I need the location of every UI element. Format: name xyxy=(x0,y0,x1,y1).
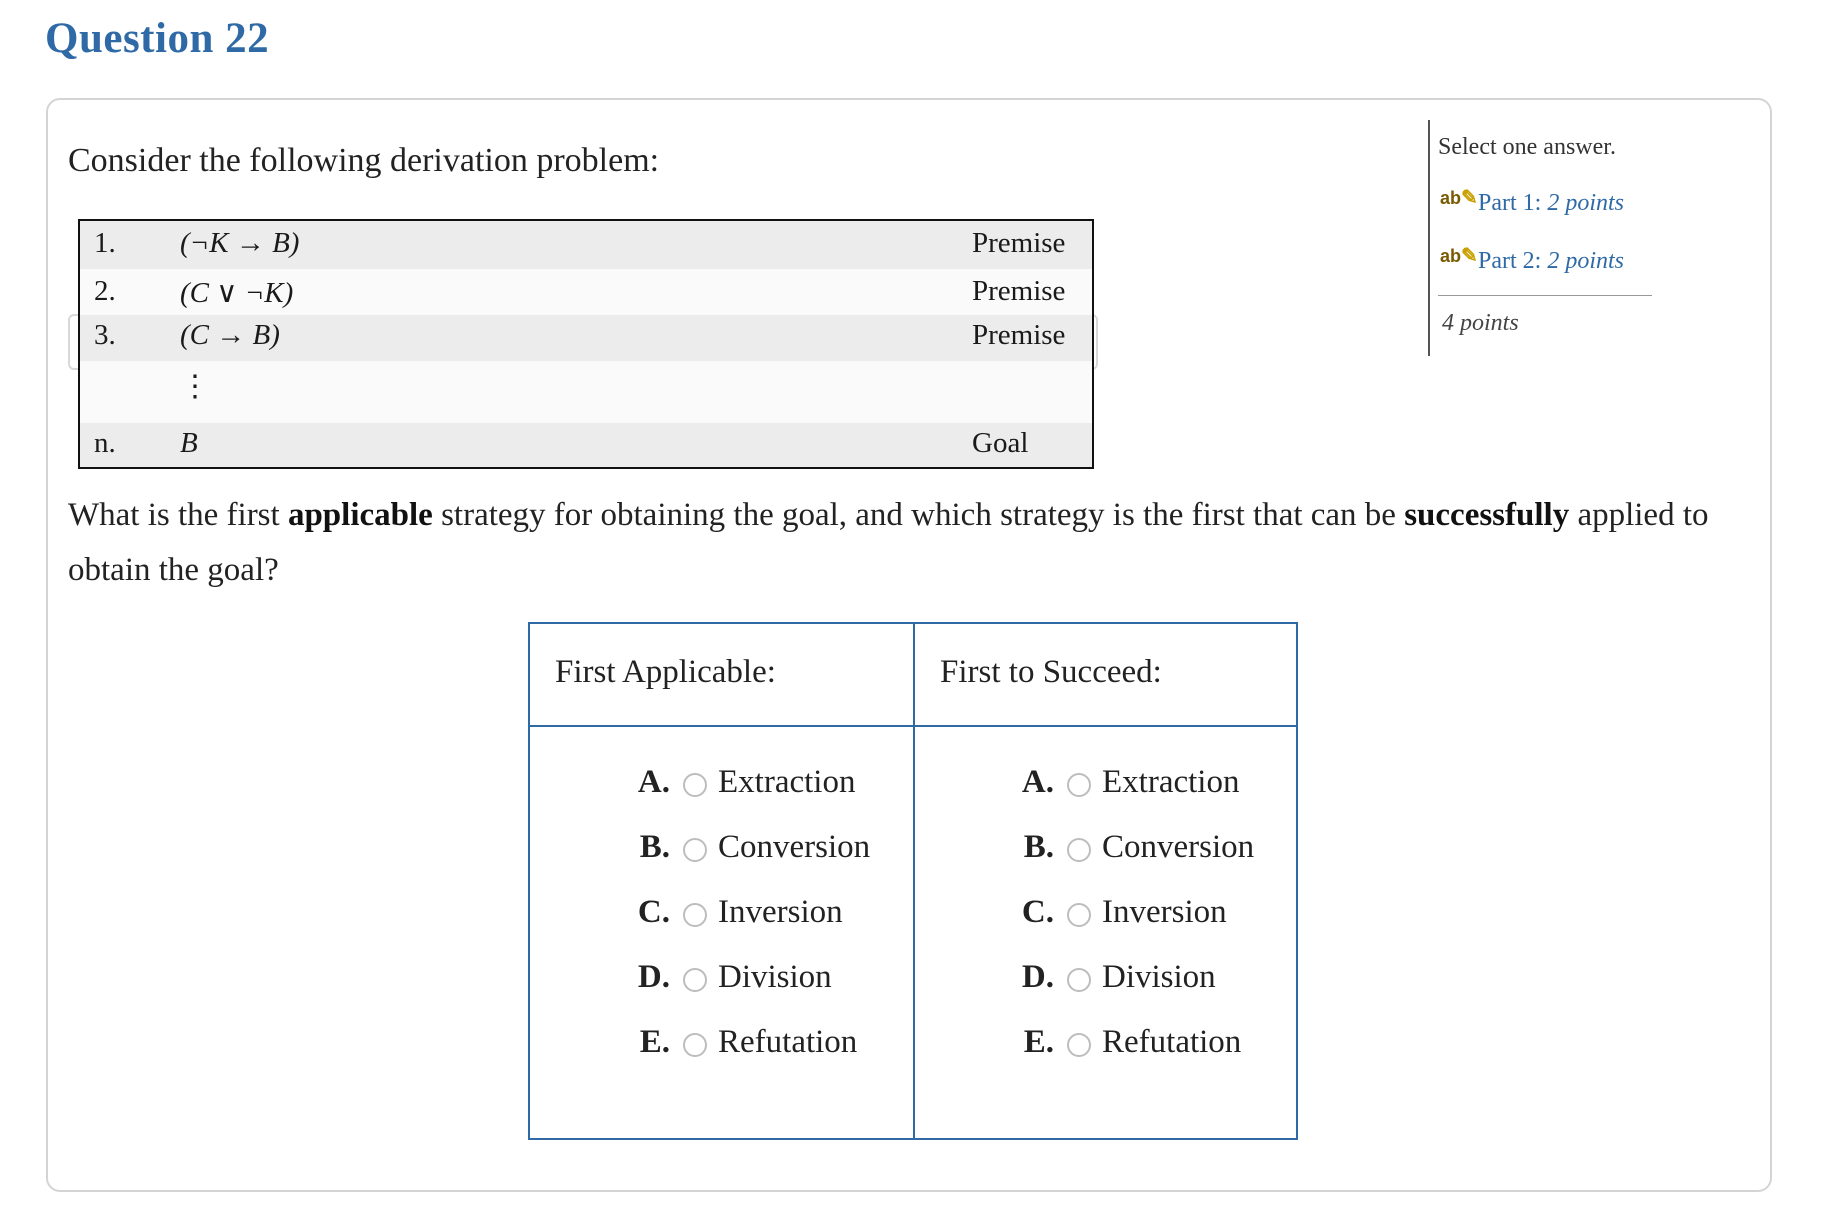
radio-button[interactable] xyxy=(683,903,707,927)
part-points: 2 points xyxy=(1547,190,1625,216)
divider xyxy=(1438,295,1652,296)
question-title: Question 22 xyxy=(45,15,270,62)
question-text-part: strategy for obtaining the goal, and which strategy is the first that can be xyxy=(432,497,1405,533)
derivation-row xyxy=(80,221,1092,269)
ab-pencil-icon: ab✎ xyxy=(1440,245,1478,267)
part-name[interactable]: Part 1: xyxy=(1478,190,1542,216)
option-label[interactable]: Inversion xyxy=(1102,894,1227,930)
justification: Premise xyxy=(972,275,1066,307)
formula: B xyxy=(180,427,198,459)
radio-button[interactable] xyxy=(1067,838,1091,862)
ab-pencil-icon: ab✎ xyxy=(1440,187,1478,209)
vertical-ellipsis: ⋮ xyxy=(180,370,210,403)
question-emphasis: successfully xyxy=(1404,497,1570,533)
line-number: 1. xyxy=(94,227,116,259)
justification: Goal xyxy=(972,427,1029,459)
option-letter: E. xyxy=(639,1024,670,1060)
option-letter: A. xyxy=(637,764,670,800)
part-2-link[interactable] xyxy=(1440,245,1625,275)
radio-button[interactable] xyxy=(683,773,707,797)
question-text xyxy=(68,488,1748,598)
formula: (C ∨ ¬K) xyxy=(180,277,294,309)
option-letter: C. xyxy=(637,894,670,930)
justification: Premise xyxy=(972,227,1066,259)
option-letter: E. xyxy=(1023,1024,1054,1060)
instruction-text: Select one answer. xyxy=(1438,134,1616,160)
option-label[interactable]: Refutation xyxy=(1102,1024,1242,1060)
derivation-row-goal xyxy=(80,423,1092,467)
derivation-table xyxy=(78,219,1094,469)
option-letter: B. xyxy=(1023,829,1054,865)
question-text-part: applied to obtain the goal? xyxy=(68,497,1709,588)
option-label[interactable]: Extraction xyxy=(1102,764,1240,800)
option-label[interactable]: Inversion xyxy=(718,894,843,930)
radio-button[interactable] xyxy=(1067,968,1091,992)
part-1-link[interactable] xyxy=(1440,187,1625,217)
intro-text: Consider the following derivation problem: xyxy=(68,142,660,179)
radio-button[interactable] xyxy=(1067,773,1091,797)
radio-button[interactable] xyxy=(1067,903,1091,927)
option-label[interactable]: Conversion xyxy=(1102,829,1255,865)
radio-button[interactable] xyxy=(683,1033,707,1057)
line-number: 2. xyxy=(94,275,116,307)
column-header-first-to-succeed: First to Succeed: xyxy=(940,654,1162,690)
total-points: 4 points xyxy=(1442,310,1519,336)
derivation-row-ellipsis xyxy=(80,361,1092,423)
formula: (¬K → B) xyxy=(180,227,300,259)
option-label[interactable]: Division xyxy=(718,959,832,995)
radio-button[interactable] xyxy=(683,968,707,992)
option-letter: C. xyxy=(1021,894,1054,930)
column-divider xyxy=(913,624,915,1138)
radio-button[interactable] xyxy=(683,838,707,862)
line-number: n. xyxy=(94,427,116,459)
option-letter: B. xyxy=(639,829,670,865)
option-label[interactable]: Conversion xyxy=(718,829,871,865)
derivation-row xyxy=(80,315,1092,361)
derivation-row xyxy=(80,269,1092,315)
option-letter: A. xyxy=(1021,764,1054,800)
line-number: 3. xyxy=(94,319,116,351)
answer-table xyxy=(528,622,1298,1140)
option-label[interactable]: Refutation xyxy=(718,1024,858,1060)
formula: (C → B) xyxy=(180,319,280,351)
option-letter: D. xyxy=(637,959,670,995)
option-label[interactable]: Division xyxy=(1102,959,1216,995)
part-name[interactable]: Part 2: xyxy=(1478,248,1542,274)
option-label[interactable]: Extraction xyxy=(718,764,856,800)
justification: Premise xyxy=(972,319,1066,351)
points-sidebar xyxy=(1428,120,1625,356)
column-header-first-applicable: First Applicable: xyxy=(555,654,776,690)
header-divider xyxy=(530,725,1296,727)
question-text-part: What is the first xyxy=(68,497,288,533)
question-emphasis: applicable xyxy=(287,497,433,533)
radio-button[interactable] xyxy=(1067,1033,1091,1057)
option-letter: D. xyxy=(1021,959,1054,995)
part-points: 2 points xyxy=(1547,248,1625,274)
